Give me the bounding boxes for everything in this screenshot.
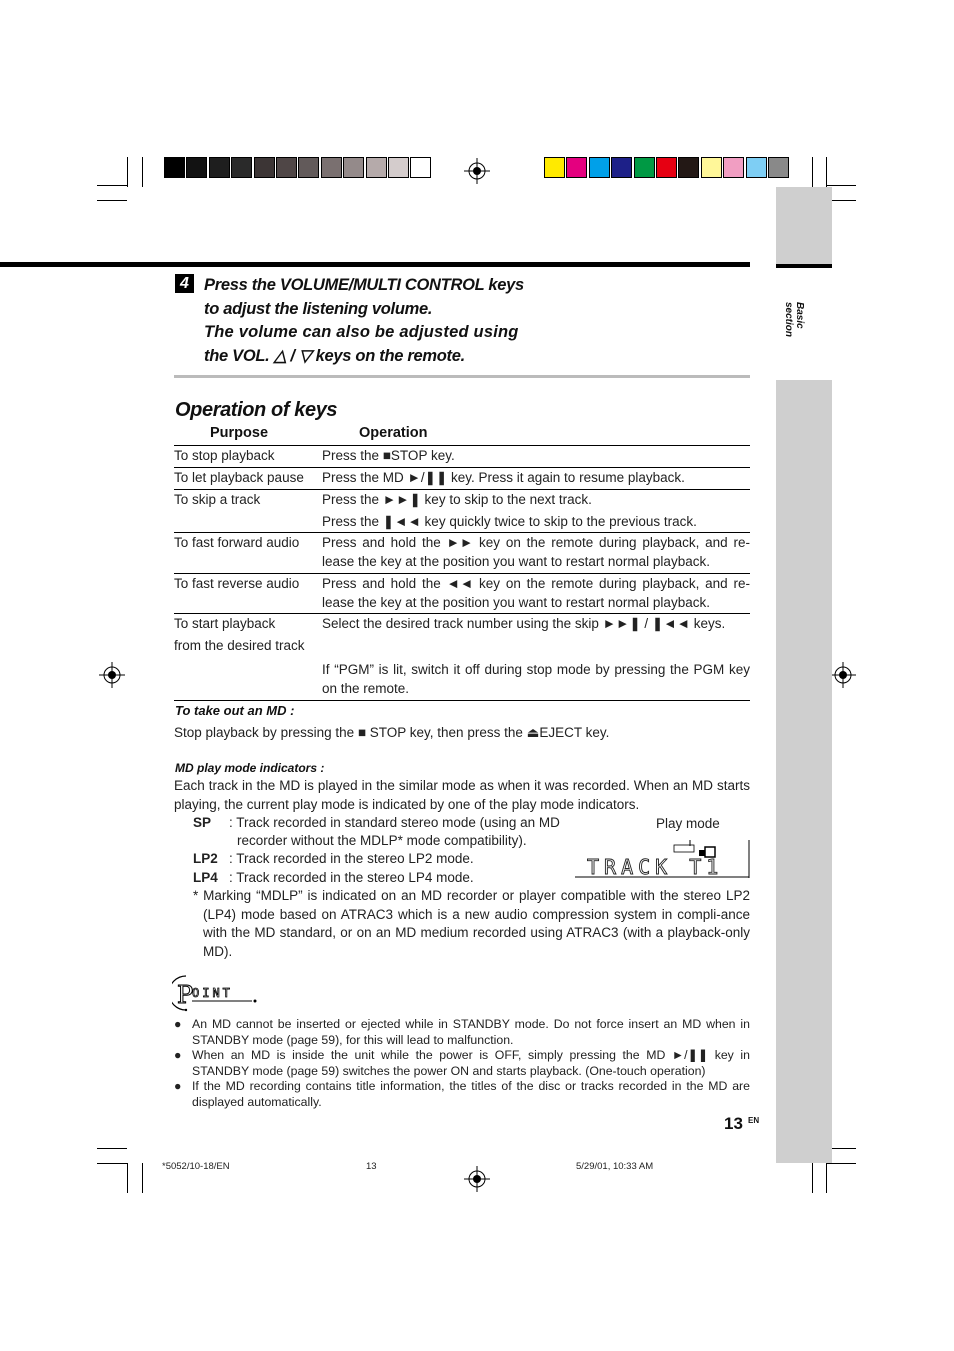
- row-operation: Select the desired track number using the skip ►►❚ / ❚◄◄ keys.: [322, 616, 726, 631]
- row-purpose: To fast forward audio: [174, 535, 300, 550]
- page-number: 13: [724, 1114, 743, 1133]
- step-line: The volume can also be adjusted using: [204, 323, 519, 341]
- table-rule: [174, 573, 750, 574]
- grey-swatch: [276, 157, 297, 178]
- registration-mark-icon: [830, 662, 856, 688]
- indicator-lp2: [193, 850, 474, 869]
- display-caption: Play mode: [656, 816, 720, 831]
- color-swatch: [634, 157, 655, 178]
- table-rule: [174, 613, 750, 614]
- color-swatch: [746, 157, 767, 178]
- row-purpose: To stop playback: [174, 448, 275, 463]
- lcd-track-text: TRACK T1: [587, 855, 724, 878]
- step-number: 4: [175, 274, 194, 293]
- row-operation: Press the ■STOP key.: [322, 448, 455, 463]
- column-header-operation: Operation: [359, 425, 428, 441]
- grey-swatch: [343, 157, 364, 178]
- step-line: the VOL. △ / ▽ keys on the remote.: [204, 346, 465, 365]
- row-purpose: To fast reverse audio: [174, 576, 300, 591]
- page-language: EN: [748, 1116, 760, 1125]
- footer-page: 13: [366, 1161, 377, 1172]
- section-divider: [174, 375, 750, 378]
- section-label: Basic section: [783, 302, 805, 338]
- header-rule: [0, 262, 750, 267]
- table-rule: [174, 467, 750, 468]
- step-line: to adjust the listening volume.: [204, 299, 433, 318]
- grey-swatch: [186, 157, 207, 178]
- takeout-text: Stop playback by pressing the ■ STOP key, then press the ⏏EJECT key.: [174, 725, 610, 740]
- section-title: Operation of keys: [175, 399, 338, 421]
- point-logo-icon: [172, 973, 262, 1013]
- registration-mark-icon: [464, 1166, 490, 1192]
- playmode-heading: MD play mode indicators :: [175, 761, 325, 775]
- grey-swatch: [298, 157, 319, 178]
- row-operation: Press and hold the ◄◄ key on the remote during playback, and re-lease the key at the position you want to restart normal playback.: [322, 576, 750, 610]
- color-swatch: [656, 157, 677, 178]
- registration-mark-icon: [464, 158, 490, 184]
- indicator-sp-cont: recorder without the MDLP* mode compatibility).: [237, 833, 527, 848]
- column-header-purpose: Purpose: [210, 425, 269, 441]
- indicator-label: LP4: [193, 870, 218, 885]
- indicator-label: LP2: [193, 851, 218, 866]
- row-operation-secondary: Press the ❚◄◄ key quickly twice to skip to the previous track.: [322, 514, 697, 529]
- grey-swatch: [254, 157, 275, 178]
- grey-swatch: [366, 157, 387, 178]
- grey-swatch: [164, 157, 185, 178]
- grey-swatch: [209, 157, 230, 178]
- indicator-label: SP: [193, 815, 212, 830]
- footer-job-code: *5052/10-18/EN: [162, 1161, 230, 1172]
- sidebar-rule: [776, 264, 832, 268]
- color-swatch: [678, 157, 699, 178]
- row-operation: Press the MD ►/❚❚ key. Press it again to resume playback.: [322, 470, 685, 485]
- step-line: Press the VOLUME/MULTI CONTROL keys: [204, 276, 524, 294]
- takeout-heading: To take out an MD :: [175, 703, 295, 718]
- step-instructions: [204, 274, 534, 368]
- row-purpose-secondary: from the desired track: [174, 638, 305, 653]
- color-swatch: [701, 157, 722, 178]
- indicator-text: : Track recorded in standard stereo mode (using an MD: [229, 815, 560, 830]
- indicator-sp: [193, 814, 560, 833]
- bullet-text: An MD cannot be inserted or ejected while in STANDBY mode. Do not force insert an MD when in STANDBY mode (page 59), for this will lead to malfunction.: [192, 1017, 750, 1047]
- grey-swatch: [231, 157, 252, 178]
- playmode-intro: Each track in the MD is played in the similar mode as when it was recorded. When an MD starts playing, the current play mode is indicated by one of the play mode indicators.: [174, 778, 750, 812]
- grey-swatch: [410, 157, 431, 178]
- color-swatch: [544, 157, 565, 178]
- color-swatch: [768, 157, 789, 178]
- indicator-lp4: [193, 869, 474, 888]
- bullet-text: When an MD is inside the unit while the power is OFF, simply pressing the MD ►/❚❚ key in STANDBY mode (page 59) switches the power ON and starts playback. (One-touch operation): [192, 1048, 750, 1078]
- row-purpose: To skip a track: [174, 492, 261, 507]
- row-operation: Press the ►►❚ key to skip to the next track.: [322, 492, 592, 507]
- indicator-text: : Track recorded in the stereo LP2 mode.: [229, 851, 474, 866]
- indicator-text: : Track recorded in the stereo LP4 mode.: [229, 870, 474, 885]
- footer-date: 5/29/01, 10:33 AM: [576, 1161, 654, 1172]
- table-rule: [174, 445, 750, 446]
- bullet-text: If the MD recording contains title information, the titles of the disc or tracks recorded in the MD are displayed automatically.: [192, 1079, 750, 1109]
- lcd-display-illustration: [575, 840, 750, 878]
- color-swatch: [566, 157, 587, 178]
- svg-text:P: P: [177, 981, 194, 1009]
- grey-swatch: [388, 157, 409, 178]
- color-swatch: [723, 157, 744, 178]
- grey-swatch: [321, 157, 342, 178]
- color-swatch: [611, 157, 632, 178]
- row-purpose: To start playback: [174, 616, 276, 631]
- table-rule: [174, 489, 750, 490]
- row-operation-secondary: If “PGM” is lit, switch it off during stop mode by pressing the PGM key on the remote.: [322, 662, 750, 696]
- row-operation: Press and hold the ►► key on the remote during playback, and re-lease the key at the position you want to restart normal playback.: [322, 535, 750, 569]
- row-purpose: To let playback pause: [174, 470, 304, 485]
- color-swatch: [589, 157, 610, 178]
- mdlp-note: * Marking “MDLP” is indicated on an MD recorder or player compatible with the stereo LP2 (LP4) mode based on ATRAC3 which is a new audio compression system in compli-ance with the MD standard, or on an MD medium recorded using ATRAC3 (with a playback-only MD).: [193, 888, 750, 959]
- table-rule: [174, 532, 750, 533]
- registration-mark-icon: [99, 662, 125, 688]
- table-rule: [174, 700, 750, 701]
- svg-text:OINT: OINT: [192, 986, 233, 1000]
